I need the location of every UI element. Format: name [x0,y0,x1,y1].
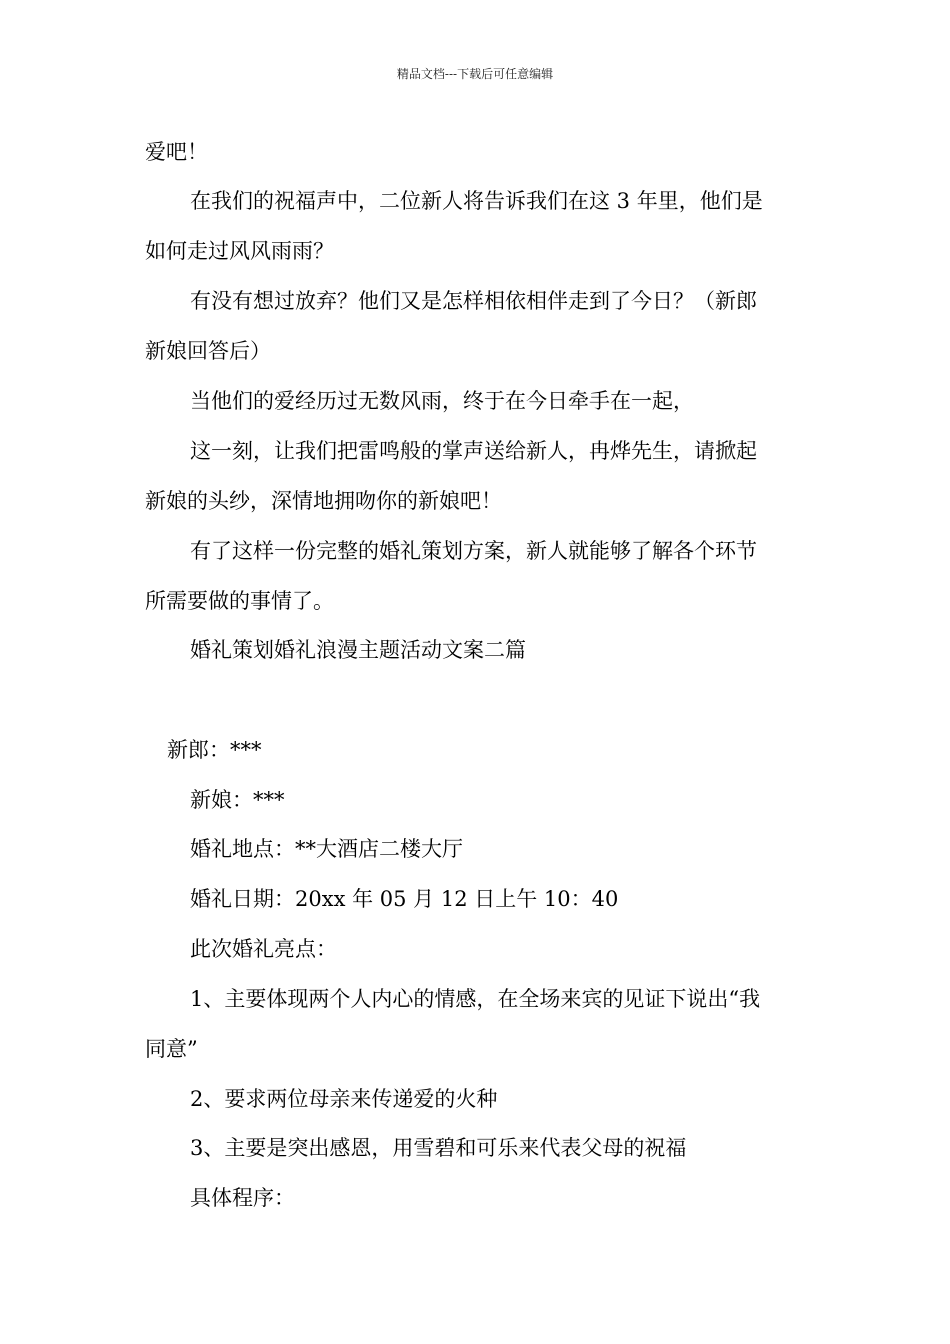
text-line: 新娘的头纱，深情地拥吻你的新娘吧！ [145,489,502,513]
bride-line: 新娘：*** [190,788,285,812]
text-line: 有没有想过放弃？他们又是怎样相依相伴走到了今日？（新郎 [190,289,757,313]
highlight-item: 2、要求两位母亲来传递爱的火种 [190,1087,498,1111]
text-line: 如何走过风风雨雨？ [145,239,334,263]
highlights-heading: 此次婚礼亮点： [190,937,337,961]
text-line: 在我们的祝福声中，二位新人将告诉我们在这 3 年里，他们是 [190,189,763,213]
highlight-item: 3、主要是突出感恩，用雪碧和可乐来代表父母的祝福 [190,1136,687,1160]
section-title: 婚礼策划婚礼浪漫主题活动文案二篇 [190,638,526,662]
highlight-item-continued: 同意” [145,1037,198,1061]
text-line: 当他们的爱经历过无数风雨，终于在今日牵手在一起， [190,389,694,413]
text-line: 爱吧！ [145,140,208,164]
date-line: 婚礼日期：20xx 年 05 月 12 日上午 10：40 [190,887,619,911]
text-line: 新娘回答后） [145,339,271,363]
text-line: 这一刻，让我们把雷鸣般的掌声送给新人，冉烨先生，请掀起 [190,439,757,463]
page-header: 精品文档---下载后可任意编辑 [396,67,554,81]
text-line: 有了这样一份完整的婚礼策划方案，新人就能够了解各个环节 [190,539,757,563]
groom-line: 新郎：*** [167,738,262,762]
venue-line: 婚礼地点：**大酒店二楼大厅 [190,837,463,861]
highlight-item: 1、主要体现两个人内心的情感，在全场来宾的见证下说出“我 [190,987,761,1011]
text-line: 所需要做的事情了。 [145,589,334,613]
procedure-heading: 具体程序： [190,1186,295,1210]
